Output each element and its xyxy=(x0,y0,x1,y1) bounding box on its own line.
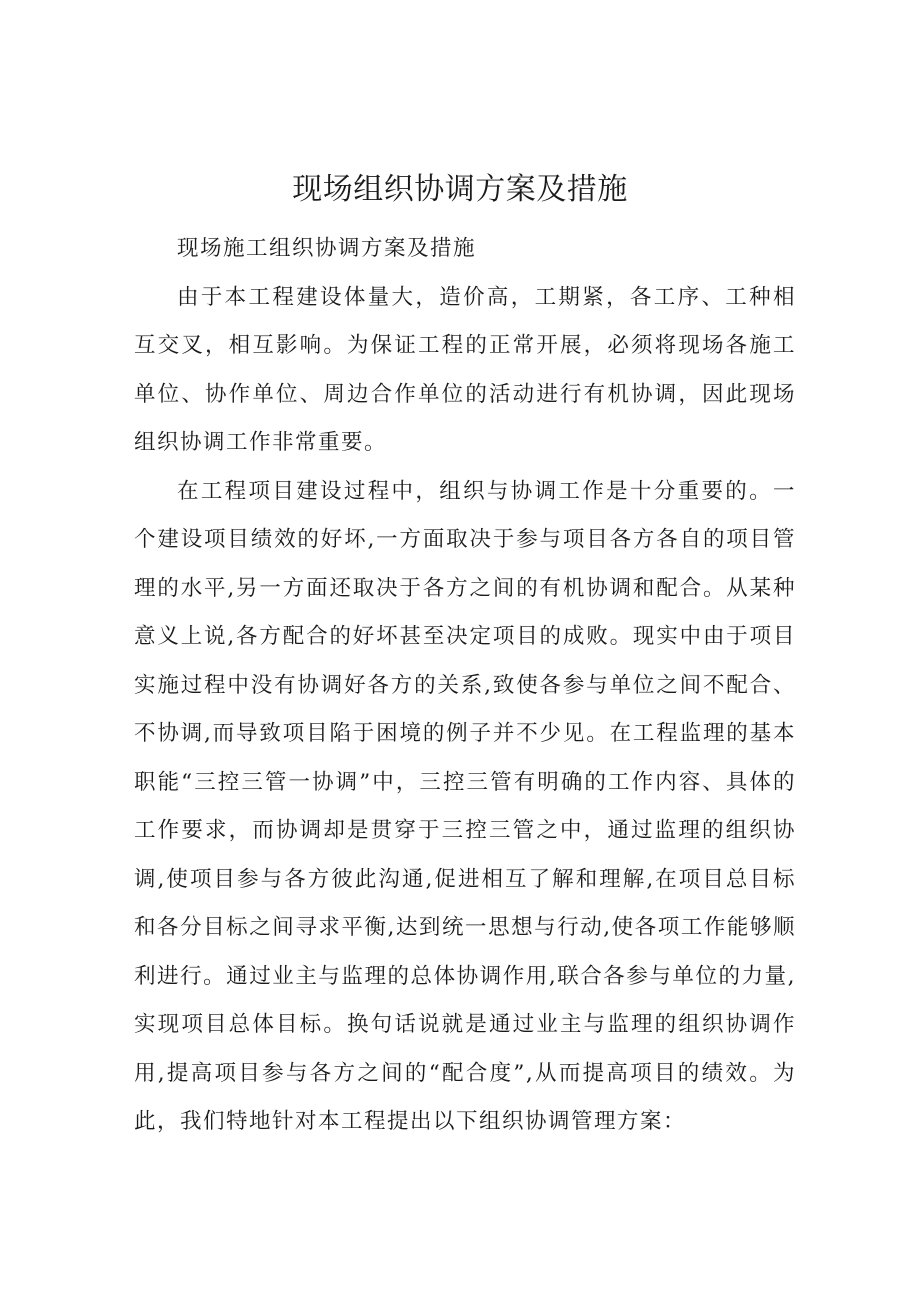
section-subtitle: 现场施工组织协调方案及措施 xyxy=(177,236,477,261)
paragraph-intro: 由于本工程建设体量大，造价高，工期紧，各工序、工种相互交叉，相互影响。为保证工程的正常开展，必须将现场各施工单位、协作单位、周边合作单位的活动进行有机协调，因此现场组织协调工作非常重要。 xyxy=(134,284,796,455)
paragraph-coordination: 在工程项目建设过程中，组织与协调工作是十分重要的。一个建设项目绩效的好坏,一方面取决于参与项目各方各自的项目管理的水平,另一方面还取决于各方之间的有机协调和配合。从某种意义上说,各方配合的好坏甚至决定项目的成败。现实中由于项目实施过程中没有协调好各方的关系,致使各参与单位之间不配合、不协调,而导致项目陷于困境的例子并不少见。在工程监理的基本职能“三控三管一协调”中，三控三管有明确的工作内容、具体的工作要求，而协调却是贯穿于三控三管之中，通过监理的组织协调,使项目参与各方彼此沟通,促进相互了解和理解,在项目总目标和各分目标之间寻求平衡,达到统一思想与行动,使各项工作能够顺利进行。通过业主与监理的总体协调作用,联合各参与单位的力量,实现项目总体目标。换句话说就是通过业主与监理的组织协调作用,提高项目参与各方之间的“配合度”,从而提高项目的绩效。为此，我们特地针对本工程提出以下组织协调管理方案： xyxy=(134,478,796,1134)
document-title: 现场组织协调方案及措施 xyxy=(292,172,628,207)
document-body xyxy=(134,225,796,1147)
